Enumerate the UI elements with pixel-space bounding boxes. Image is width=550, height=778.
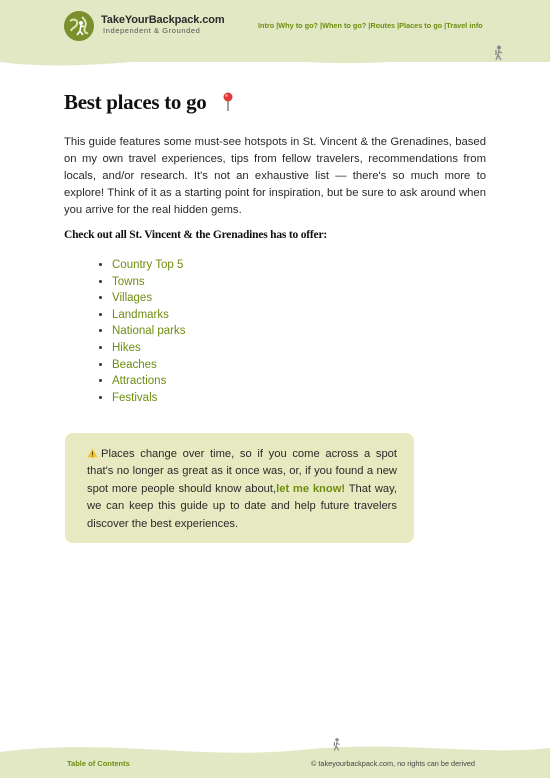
place-link-villages[interactable]: • Villages [112, 290, 186, 307]
copyright-text: © takeyourbackpack.com, no rights can be derived [311, 759, 475, 768]
intro-paragraph: This guide features some must-see hotspots in St. Vincent & the Grenadines, based on my own travel experiences, tips from fellow travelers, recommendations from locals, and/or research. It's not an exhaustive list — there's so much more to explore! Think of it as a starting point for inspiration, but be sure to ask around when you arrive for the real hidden gems. [64, 136, 486, 216]
nav-places-to-go[interactable]: |Places to go [397, 21, 443, 30]
place-link-festivals[interactable]: • Festivals [112, 390, 186, 407]
warning-icon [87, 448, 98, 458]
feedback-note [65, 433, 414, 543]
header-wave [0, 44, 550, 84]
nav-why-to-go[interactable]: |Why to go? [276, 21, 319, 30]
pin-icon [222, 92, 234, 112]
note-text-after: That way, we can keep this guide up to date and help future travelers discover the best experiences. [87, 482, 397, 530]
table-of-contents-link[interactable]: Table of Contents [67, 759, 130, 768]
places-list [96, 257, 186, 406]
note-text-before: Places change over time, so if you come across a spot that's no longer as great as it once was, or, if you found a new spot more people should know about, [87, 448, 397, 495]
place-link-towns[interactable]: • Towns [112, 274, 186, 291]
brand-tagline: Independent & Grounded [103, 26, 201, 35]
footer-wave [0, 730, 550, 778]
nav-routes[interactable]: |Routes [368, 21, 396, 30]
note-text [87, 446, 397, 533]
top-nav [258, 21, 483, 30]
let-me-know-link[interactable]: let me know! [276, 482, 346, 495]
place-link-national-parks[interactable]: • National parks [112, 323, 186, 340]
nav-travel-info[interactable]: |Travel info [444, 21, 483, 30]
hiker-icon-footer [331, 737, 343, 752]
globe-logo-icon[interactable] [64, 11, 94, 41]
place-link-beaches[interactable]: • Beaches [112, 357, 186, 374]
place-link-country-top-5[interactable]: • Country Top 5 [112, 257, 186, 274]
brand-name[interactable]: TakeYourBackpack.com [101, 14, 225, 26]
nav-intro[interactable]: Intro [258, 21, 275, 30]
place-link-landmarks[interactable]: • Landmarks [112, 307, 186, 324]
places-subheading: Check out all St. Vincent & the Grenadines has to offer: [64, 229, 327, 241]
place-link-hikes[interactable]: • Hikes [112, 340, 186, 357]
hiker-icon [492, 45, 506, 61]
place-link-attractions[interactable]: • Attractions [112, 373, 186, 390]
nav-when-to-go[interactable]: |When to go? [320, 21, 367, 30]
page-title: Best places to go [64, 90, 207, 114]
